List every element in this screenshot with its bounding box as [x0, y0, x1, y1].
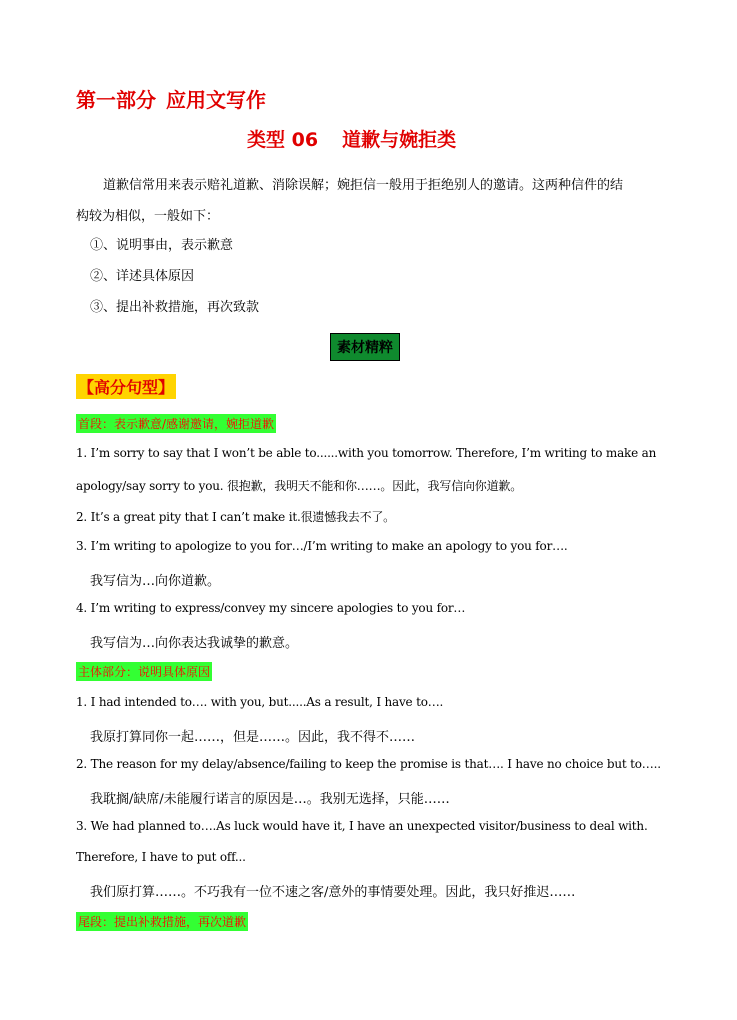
section-heading: 【高分句型】: [76, 374, 176, 399]
sentence-1a: 1. I’m sorry to say that I won’t be able to......with you tomorrow. Therefore, I’m writing to make an: [76, 446, 657, 460]
part-label: 第一部分: [76, 88, 156, 112]
body-3a: 3. We had planned to….As luck would have it, I have an unexpected visitor/business to deal with.: [76, 819, 648, 833]
sentence-2: 2. It’s a great pity that I can’t make it.很遗憾我去不了。: [76, 510, 395, 524]
sentence-3b: 我写信为…向你道歉。: [90, 574, 221, 589]
part-name: 应用文写作: [166, 88, 266, 112]
label-first-paragraph: 首段：表示歉意/感谢邀请，婉拒道歉: [76, 414, 276, 433]
section-box-heading: 素材精粹: [330, 333, 400, 361]
sentence-3a: 3. I’m writing to apologize to you for…/I’m writing to make an apology to you for….: [76, 539, 568, 553]
part-title: [76, 84, 266, 113]
sentence-4a: 4. I’m writing to express/convey my sincere apologies to you for…: [76, 601, 466, 615]
intro-step-3: ③、提出补救措施，再次致款: [90, 300, 260, 315]
type-name: 道歉与婉拒类: [342, 129, 457, 151]
body-3b: Therefore, I have to put off...: [76, 850, 246, 864]
intro-line-2: 构较为相似，一般如下：: [76, 209, 220, 224]
intro-step-1: ①、说明事由，表示歉意: [90, 238, 234, 253]
body-2a: 2. The reason for my delay/absence/failing to keep the promise is that…. I have no choice but to…..: [76, 757, 661, 771]
body-3c: 我们原打算……。不巧我有一位不速之客/意外的事情要处理。因此，我只好推迟……: [90, 885, 576, 900]
sentence-1b: apology/say sorry to you. 很抱歉，我明天不能和你……。因此，我写信向你道歉。: [76, 479, 523, 493]
label-end: 尾段：提出补救措施，再次道歉: [76, 912, 248, 931]
intro-line-1: 道歉信常用来表示赔礼道歉、消除误解；婉拒信一般用于拒绝别人的邀请。这两种信件的结: [103, 178, 624, 193]
body-2b: 我耽搁/缺席/未能履行诺言的原因是…。我别无选择，只能……: [90, 792, 450, 807]
intro-step-2: ②、详述具体原因: [90, 269, 195, 284]
body-1a: 1. I had intended to…. with you, but.....As a result, I have to….: [76, 695, 444, 709]
body-1b: 我原打算同你一起……，但是……。因此，我不得不……: [90, 730, 416, 745]
type-title: [247, 125, 456, 152]
type-label: 类型 06: [247, 129, 319, 151]
label-body: 主体部分：说明具体原因: [76, 662, 212, 681]
sentence-4b: 我写信为…向你表达我诚挚的歉意。: [90, 636, 299, 651]
